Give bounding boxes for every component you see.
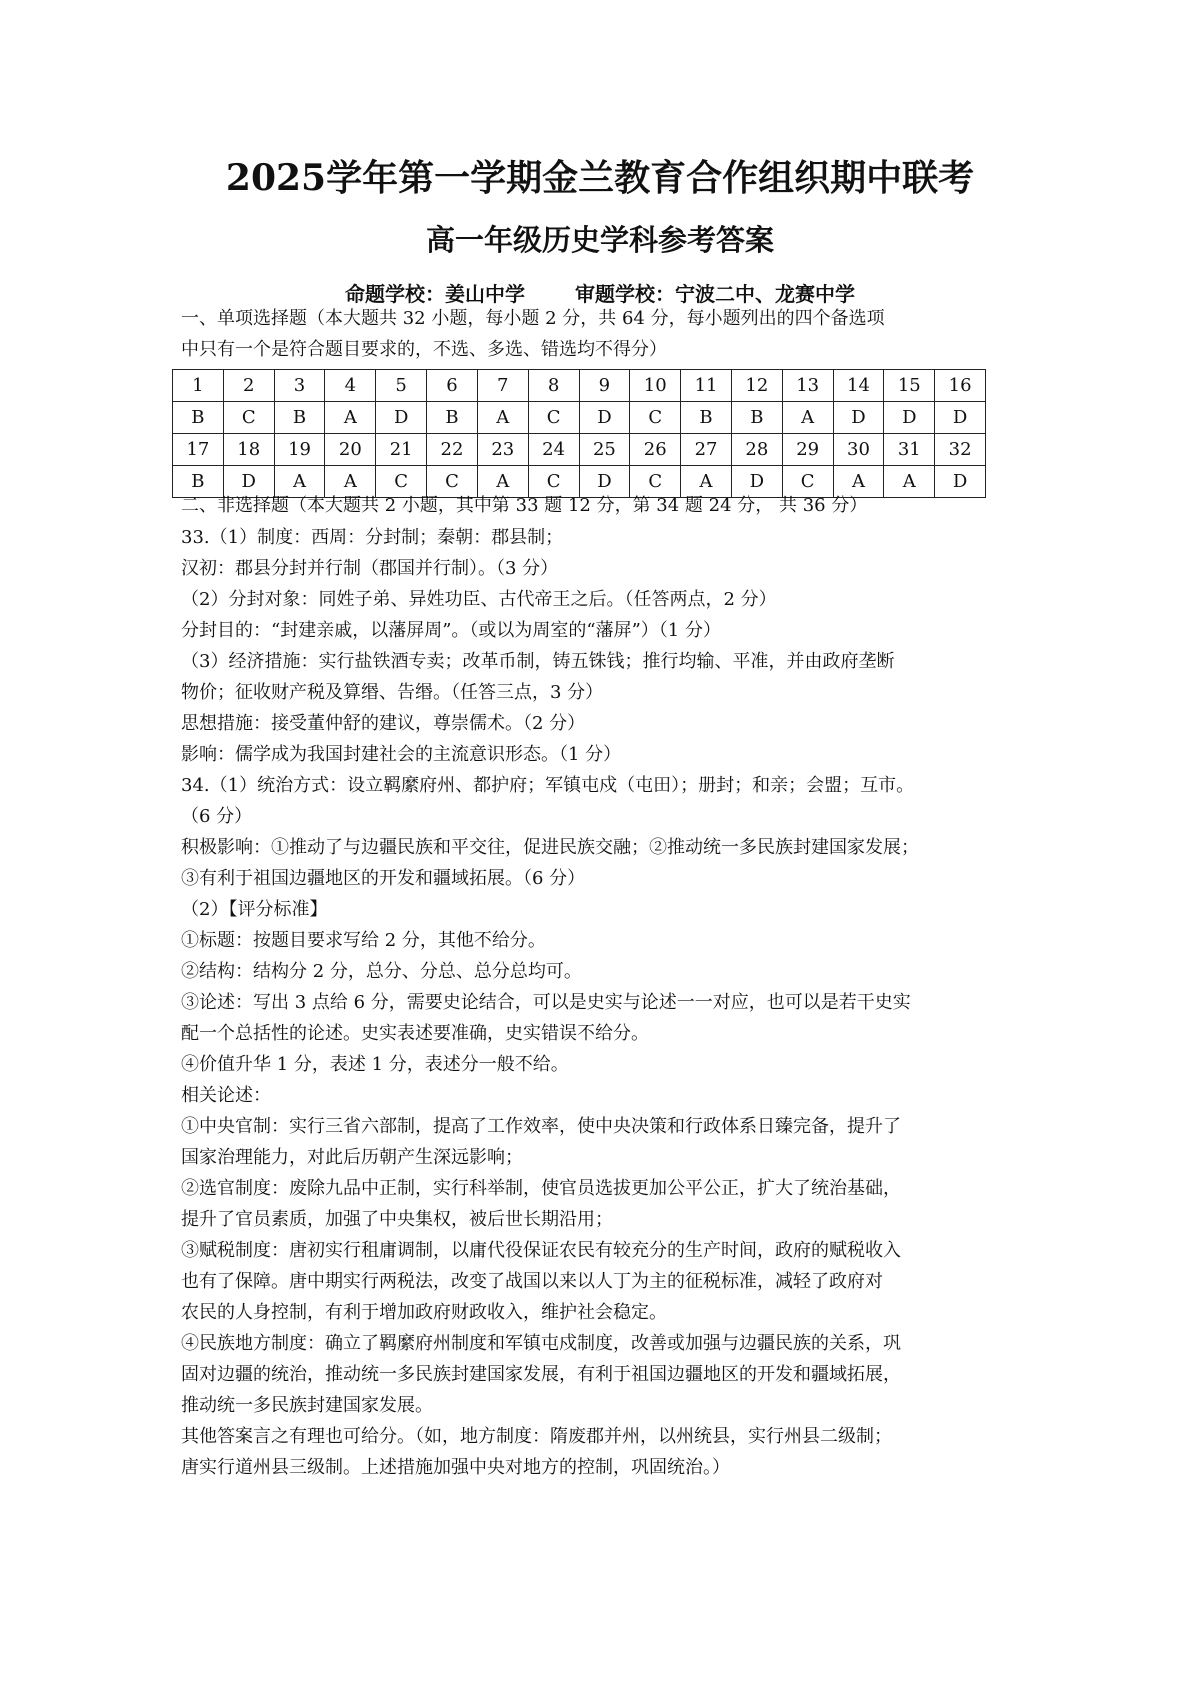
question-number-cell: 15 [884,370,935,402]
answer-cell: D [731,466,782,498]
answer-cell: D [579,402,630,434]
answer-cell: A [782,402,833,434]
question-number-cell: 22 [427,434,478,466]
question-number-cell: 11 [681,370,732,402]
answer-cell: A [884,466,935,498]
answer-text-line: 国家治理能力，对此后历朝产生深远影响； [181,1147,523,1168]
question-number-cell: 17 [173,434,224,466]
question-number-cell: 27 [681,434,732,466]
reviewer-school: 审题学校：宁波二中、龙赛中学 [575,282,855,306]
answer-cell: C [528,466,579,498]
question-number-cell: 14 [833,370,884,402]
answer-cell: C [427,466,478,498]
answer-text-line: 影响：儒学成为我国封建社会的主流意识形态。（1 分） [181,744,622,765]
question-number-cell: 28 [731,434,782,466]
answer-cell: B [731,402,782,434]
question-number-cell: 26 [630,434,681,466]
question-number-cell: 21 [376,434,427,466]
answer-text-line: （2）【评分标准】 [181,899,328,920]
answer-text-line: ②结构：结构分 2 分，总分、分总、总分总均可。 [181,961,582,982]
question-number-cell: 24 [528,434,579,466]
answer-text-line: 33.（1）制度：西周：分封制；秦朝：郡县制； [181,527,564,548]
question-number-cell: 30 [833,434,884,466]
question-number-cell: 1 [173,370,224,402]
answer-text-line: 思想措施：接受董仲舒的建议，尊崇儒术。（2 分） [181,713,586,734]
answer-text-line: 固对边疆的统治，推动统一多民族封建国家发展，有利于祖国边疆地区的开发和疆域拓展， [181,1364,901,1385]
answer-cell: A [833,466,884,498]
question-number-cell: 25 [579,434,630,466]
answer-text-line: 汉初：郡县分封并行制（郡国并行制）。（3 分） [181,558,559,579]
answer-cell: C [782,466,833,498]
answer-cell: D [833,402,884,434]
answer-row [173,402,986,434]
answer-text-line: 相关论述： [181,1085,271,1106]
question-number-cell: 23 [477,434,528,466]
answer-cell: D [376,402,427,434]
answer-text-line: ①中央官制：实行三省六部制，提高了工作效率，使中央决策和行政体系日臻完备，提升了 [181,1116,901,1137]
answer-table [172,369,986,498]
answer-text-line: 34.（1）统治方式：设立羁縻府州、都护府；军镇屯戍（屯田）；册封；和亲；会盟；互市。 [181,775,915,796]
answer-text-line: ③有利于祖国边疆地区的开发和疆域拓展。（6 分） [181,868,586,889]
answer-text-line: ④民族地方制度：确立了羁縻府州制度和军镇屯戍制度，改善或加强与边疆民族的关系，巩 [181,1333,901,1354]
question-number-cell: 18 [223,434,274,466]
exam-subtitle: 高一年级历史学科参考答案 [425,223,774,257]
setter-school: 命题学校：姜山中学 [345,282,525,306]
question-number-cell: 6 [427,370,478,402]
answer-text-line: 二、非选择题（本大题共 2 小题，其中第 33 题 12 分，第 34 题 24 分， 共 36 分） [181,495,868,516]
answer-text-line: 配一个总括性的论述。史实表述要准确，史实错误不给分。 [181,1023,649,1044]
question-number-cell: 10 [630,370,681,402]
question-number-cell: 13 [782,370,833,402]
answer-cell: C [223,402,274,434]
question-number-cell: 7 [477,370,528,402]
answer-text-line: ②选官制度：废除九品中正制，实行科举制，使官员选拔更加公平公正，扩大了统治基础， [181,1178,901,1199]
question-number-cell: 5 [376,370,427,402]
section1-heading-1: 一、单项选择题（本大题共 32 小题，每小题 2 分，共 64 分，每小题列出的四个备选项 [181,308,885,329]
answer-cell: A [477,466,528,498]
answer-text-line: 积极影响：①推动了与边疆民族和平交往，促进民族交融；②推动统一多民族封建国家发展； [181,837,919,858]
answer-text-line: 推动统一多民族封建国家发展。 [181,1395,433,1416]
answer-text-line: （2）分封对象：同姓子弟、异姓功臣、古代帝王之后。（任答两点，2 分） [181,589,777,610]
answer-cell: D [223,466,274,498]
question-number-cell: 16 [935,370,986,402]
answer-cell: B [274,402,325,434]
answer-cell: B [427,402,478,434]
answer-cell: B [681,402,732,434]
question-number-row [173,370,986,402]
answer-text-line: 提升了官员素质，加强了中央集权，被后世长期沿用； [181,1209,613,1230]
answer-cell: A [681,466,732,498]
answer-cell: C [630,466,681,498]
answer-text-line: ③赋税制度：唐初实行租庸调制，以庸代役保证农民有较充分的生产时间，政府的赋税收入 [181,1240,901,1261]
answer-cell: D [884,402,935,434]
answer-text-line: 唐实行道州县三级制。上述措施加强中央对地方的控制，巩固统治。） [181,1457,730,1478]
question-number-cell: 20 [325,434,376,466]
exam-title: 2025学年第一学期金兰教育合作组织期中联考 [225,157,975,199]
answer-cell: C [376,466,427,498]
answer-text-line: ③论述：写出 3 点给 6 分，需要史论结合，可以是史实与论述一一对应，也可以是若干史实 [181,992,911,1013]
school-info [0,278,1200,307]
answer-text-line: 分封目的：“封建亲戚，以藩屏周”。（或以为周室的“藩屏”）（1 分） [181,620,721,641]
answer-text-line: ④价值升华 1 分，表述 1 分，表述分一般不给。 [181,1054,569,1075]
answer-text-line: （3）经济措施：实行盐铁酒专卖；改革币制，铸五铢钱；推行均输、平准，并由政府垄断 [181,651,895,672]
answer-cell: D [935,402,986,434]
answer-cell: A [274,466,325,498]
answer-text-line: 农民的人身控制，有利于增加政府财政收入，维护社会稳定。 [181,1302,667,1323]
answer-text-line: ①标题：按题目要求写给 2 分，其他不给分。 [181,930,546,951]
answer-text-line: （6 分） [181,806,253,827]
question-number-cell: 8 [528,370,579,402]
question-number-row [173,434,986,466]
answer-text-line: 物价；征收财产税及算缗、告缗。（任答三点，3 分） [181,682,604,703]
answer-cell: A [477,402,528,434]
question-number-cell: 9 [579,370,630,402]
question-number-cell: 29 [782,434,833,466]
question-number-cell: 12 [731,370,782,402]
question-number-cell: 2 [223,370,274,402]
answer-cell: A [325,466,376,498]
answer-cell: B [173,466,224,498]
answer-cell: B [173,402,224,434]
answer-text-line: 也有了保障。唐中期实行两税法，改变了战国以来以人丁为主的征税标准，减轻了政府对 [181,1271,883,1292]
answer-cell: C [630,402,681,434]
answer-cell: C [528,402,579,434]
section1-heading-2: 中只有一个是符合题目要求的，不选、多选、错选均不得分） [181,339,667,360]
question-number-cell: 31 [884,434,935,466]
answer-cell: D [579,466,630,498]
question-number-cell: 32 [935,434,986,466]
answer-text-line: 其他答案言之有理也可给分。（如，地方制度：隋废郡并州，以州统县，实行州县二级制； [181,1426,892,1447]
question-number-cell: 4 [325,370,376,402]
question-number-cell: 19 [274,434,325,466]
answer-cell: D [935,466,986,498]
question-number-cell: 3 [274,370,325,402]
answer-cell: A [325,402,376,434]
